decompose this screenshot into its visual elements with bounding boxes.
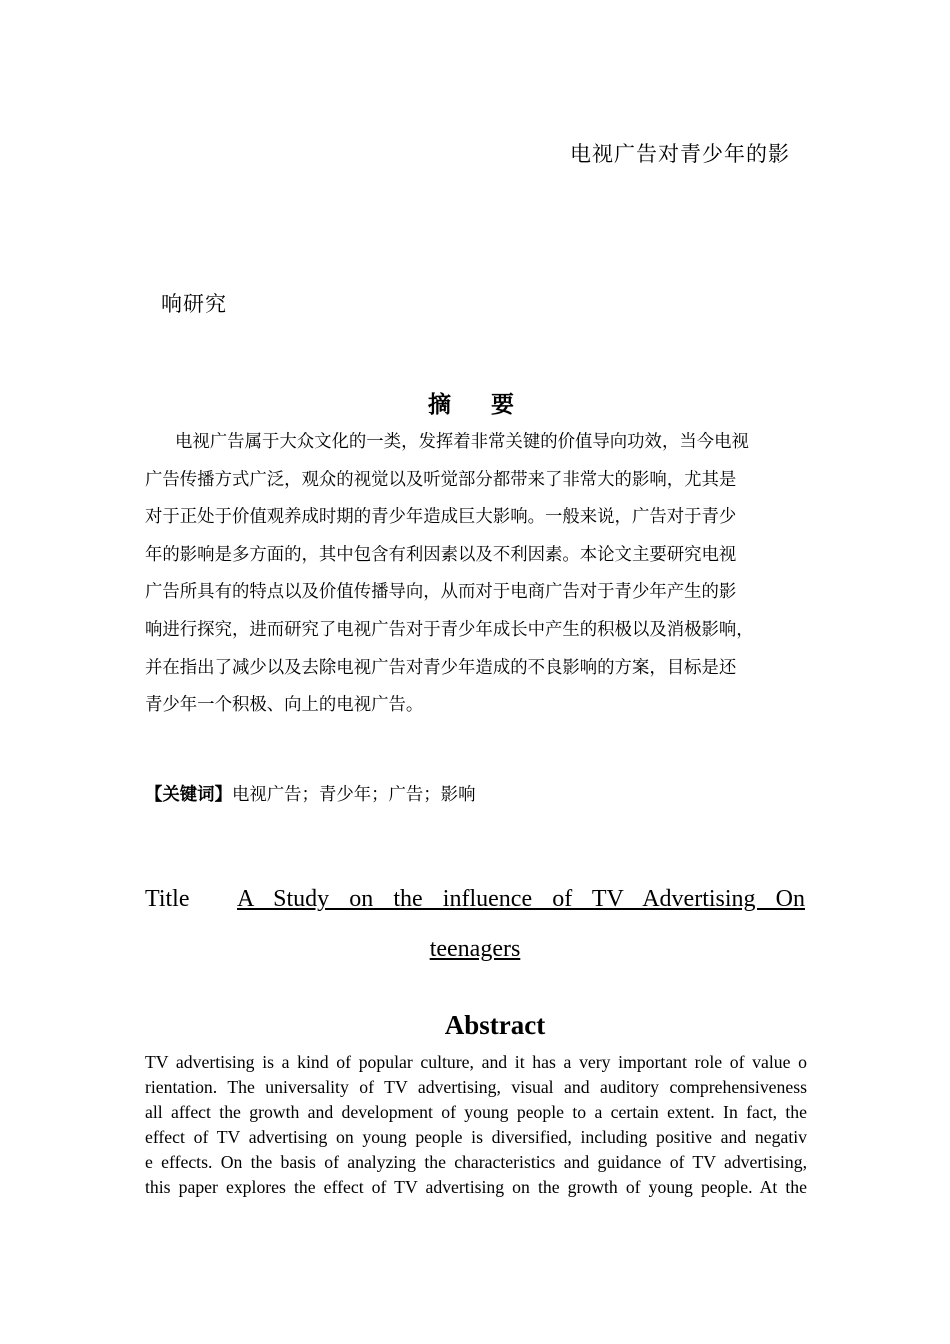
english-title-line-1: A Study on the influence of TV Advertising On [237,886,805,912]
keywords-label: 【关键词】 [145,785,232,805]
thesis-title-line-2: 响研究 [161,292,227,316]
english-abstract-line: e effects. On the basis of analyzing the characteristics and guidance of TV advertising, [145,1152,807,1172]
chinese-abstract-line: 广告传播方式广泛，观众的视觉以及听觉部分都带来了非常大的影响，尤其是 [145,469,737,490]
chinese-abstract-line: 年的影响是多方面的，其中包含有利因素以及不利因素。本论文主要研究电视 [145,544,737,565]
chinese-abstract-line: 对于正处于价值观养成时期的青少年造成巨大影响。一般来说，广告对于青少 [145,507,737,528]
chinese-abstract-line: 青少年一个积极、向上的电视广告。 [145,695,424,716]
english-abstract-heading: Abstract [444,1010,546,1040]
keywords-last-item: 影响 [440,785,476,805]
english-abstract-body [145,1050,807,1200]
english-abstract-line: all affect the growth and development of young people to a certain extent. In fact, the [145,1102,807,1122]
english-title-label: Title [145,886,190,912]
chinese-abstract-line: 响进行探究，进而研究了电视广告对于青少年成长中产生的积极以及消极影响， [145,619,754,640]
english-abstract-line: this paper explores the effect of TV advertising on the growth of young people. At the [145,1177,807,1197]
chinese-abstract-line: 并在指出了减少以及去除电视广告对青少年造成的不良影响的方案，目标是还 [145,657,737,678]
chinese-abstract-body [145,424,815,725]
chinese-abstract-line: 广告所具有的特点以及价值传播导向，从而对于电商广告对于青少年产生的影 [145,582,737,603]
thesis-title-line-1: 电视广告对青少年的影 [570,142,790,166]
chinese-abstract-heading: 摘 要 [427,392,530,418]
chinese-abstract-line: 电视广告属于大众文化的一类，发挥着非常关键的价值导向功效，当今电视 [175,432,749,452]
keywords-items: 电视广告；青少年；广告； [231,785,441,805]
english-abstract-line: rientation. The universality of TV advertising, visual and auditory comprehensiveness [145,1077,807,1097]
keywords-line [145,780,475,805]
english-abstract-line: TV advertising is a kind of popular culture, and it has a very important role of value o [145,1052,807,1072]
english-title-line-2: teenagers [429,936,521,962]
english-abstract-line: effect of TV advertising on young people is diversified, including positive and negativ [145,1127,807,1147]
